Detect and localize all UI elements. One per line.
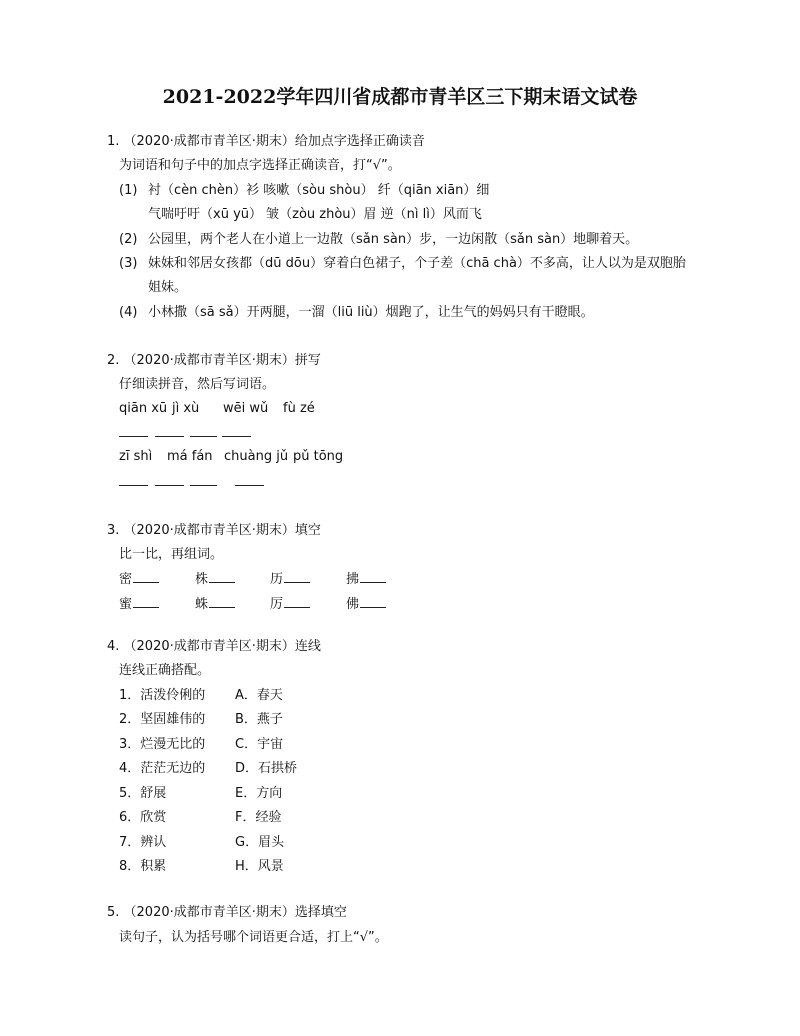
pinyin: jì xù: [172, 401, 200, 416]
match-left-item[interactable]: 4．茫茫无边的: [119, 761, 206, 776]
match-right-item[interactable]: E．方向: [235, 786, 283, 801]
q1-instruction: 为词语和句子中的加点字选择正确读音，打“√”。: [119, 158, 401, 173]
char: 历: [270, 572, 284, 587]
answer-blank[interactable]: [155, 435, 184, 437]
match-left-item[interactable]: 5．舒展: [119, 786, 167, 801]
char-item: [270, 572, 310, 586]
pinyin: má fán: [167, 449, 213, 464]
match-right-item[interactable]: F．经验: [235, 810, 282, 825]
answer-blank[interactable]: [190, 484, 217, 486]
match-right-item[interactable]: G．眉头: [235, 835, 285, 850]
match-right-item[interactable]: H．风景: [235, 859, 284, 874]
q1-item-line: 衬（cèn chèn）衫 咳嗽（sòu shòu） 纤（qiān xiān）细: [148, 183, 490, 198]
match-left-item[interactable]: 1．活泼伶俐的: [119, 688, 206, 703]
pinyin: wēi wǔ: [223, 401, 269, 416]
char: 株: [195, 572, 209, 587]
q4-header: 4. （2020·成都市青羊区·期末）连线: [107, 639, 321, 654]
q4-instruction: 连线正确搭配。: [119, 663, 211, 678]
answer-blank[interactable]: [235, 484, 264, 486]
answer-blank[interactable]: [360, 597, 386, 608]
answer-blank[interactable]: [284, 572, 310, 583]
match-right-item[interactable]: B．燕子: [235, 712, 283, 727]
match-right-item[interactable]: C．宇宙: [235, 737, 284, 752]
pinyin: zī shì: [119, 449, 153, 464]
q3-instruction: 比一比，再组词。: [119, 547, 224, 562]
q5-instruction: 读句子，认为括号哪个词语更合适，打上“√”。: [119, 930, 388, 945]
answer-blank[interactable]: [284, 597, 310, 608]
char: 厉: [270, 597, 284, 612]
pinyin: chuàng jǔ: [224, 449, 289, 464]
pinyin: qiān xū: [119, 401, 168, 416]
answer-blank[interactable]: [209, 597, 235, 608]
char: 密: [119, 572, 133, 587]
char-item: [119, 597, 159, 611]
q1-item-number: (4): [119, 305, 138, 320]
q1-item-number: (2): [119, 232, 138, 247]
answer-blank[interactable]: [190, 435, 217, 437]
q1-item-line: 妹妹和邻居女孩都（dū dōu）穿着白色裙子，个子差（chā chà）不多高，让人以为是双胞胎: [148, 256, 686, 271]
char: 蛛: [195, 597, 209, 612]
match-left-item[interactable]: 2．坚固雄伟的: [119, 712, 206, 727]
q2-header: 2. （2020·成都市青羊区·期末）拼写: [107, 353, 321, 368]
answer-blank[interactable]: [222, 435, 251, 437]
char-item: [270, 597, 310, 611]
q1-item-number: (1): [119, 183, 138, 198]
answer-blank[interactable]: [133, 572, 159, 583]
q3-header: 3. （2020·成都市青羊区·期末）填空: [107, 523, 321, 538]
char-item: [195, 572, 235, 586]
q1-item-number: (3): [119, 256, 138, 271]
match-left-item[interactable]: 3．烂漫无比的: [119, 737, 206, 752]
page-title: 2021-2022学年四川省成都市青羊区三下期末语文试卷: [162, 86, 638, 108]
answer-blank[interactable]: [360, 572, 386, 583]
match-right-item[interactable]: A．春天: [235, 688, 283, 703]
match-left-item[interactable]: 6．欣赏: [119, 810, 167, 825]
char-item: [346, 597, 386, 611]
pinyin: pǔ tōng: [293, 449, 344, 464]
answer-blank[interactable]: [133, 597, 159, 608]
match-left-item[interactable]: 8．积累: [119, 859, 167, 874]
char: 佛: [346, 597, 360, 612]
char: 拂: [346, 572, 360, 587]
q1-item-line: 气喘吁吁（xū yū） 皱（zòu zhòu）眉 逆（nì lì）风而飞: [148, 207, 482, 222]
q1-item-line: 公园里，两个老人在小道上一边散（sǎn sàn）步，一边闲散（sǎn sàn）地聊着天。: [148, 232, 639, 247]
char: 蜜: [119, 597, 133, 612]
char-item: [195, 597, 235, 611]
answer-blank[interactable]: [119, 435, 148, 437]
q1-header: 1. （2020·成都市青羊区·期末）给加点字选择正确读音: [107, 134, 425, 149]
answer-blank[interactable]: [155, 484, 184, 486]
pinyin: fù zé: [283, 401, 315, 416]
q5-header: 5. （2020·成都市青羊区·期末）选择填空: [107, 905, 347, 920]
answer-blank[interactable]: [119, 484, 148, 486]
char-item: [119, 572, 159, 586]
match-right-item[interactable]: D．石拱桥: [235, 761, 298, 776]
char-item: [346, 572, 386, 586]
q2-instruction: 仔细读拼音，然后写词语。: [119, 377, 276, 392]
answer-blank[interactable]: [209, 572, 235, 583]
match-left-item[interactable]: 7．辨认: [119, 835, 167, 850]
q1-item-line: 姐妹。: [148, 280, 188, 295]
q1-item-line: 小林撒（sā sǎ）开两腿，一溜（liū liù）烟跑了，让生气的妈妈只有干瞪眼。: [148, 305, 594, 320]
